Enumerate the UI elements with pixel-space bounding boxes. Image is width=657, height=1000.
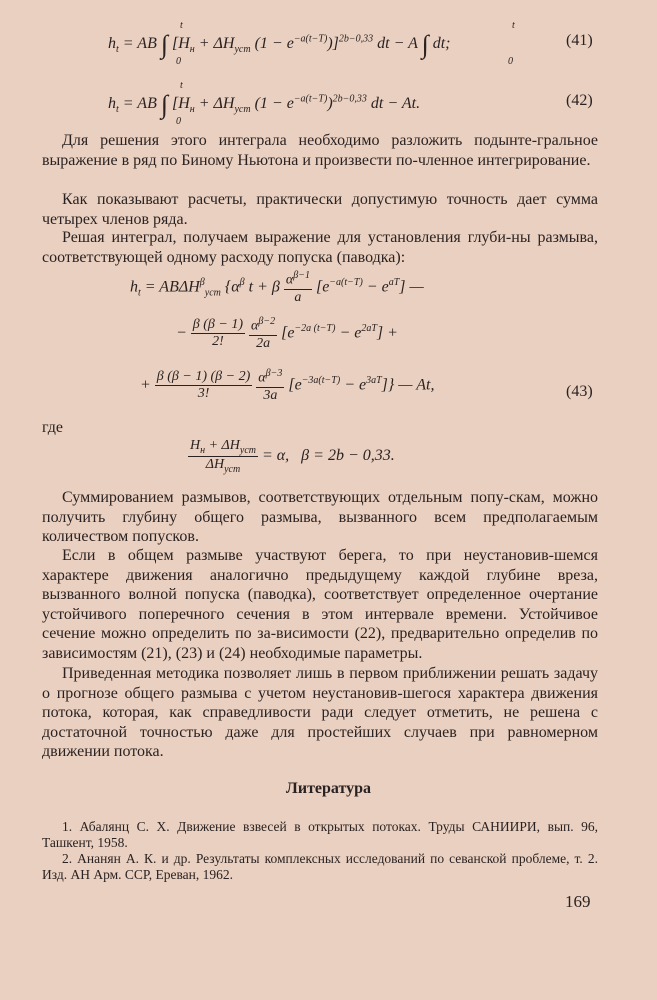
page-number: 169 xyxy=(565,892,591,911)
equation-41-number: (41) xyxy=(566,32,593,49)
alpha-definition: $\frac{H_н + \Delta H_{уст}}{\Delta H_{уст}}$ = α, β = 2b − 0,33. xyxy=(190,438,395,475)
book-page: $h_t$ = AB ∫ [$H_н + \Delta H_{уст}$ $(1 - e^{-a(t-T)})]^{2b-0,33}$ dt − A ∫ dt; t 0 t 0 (41) $h_t$ = AB ∫ [$H_н + \Delta H_{уст}$ $(1 - e^{-a(t-T)})^{2b-0,33}$ dt − At. t 0 (42) Для решения этого интеграла необходимо разложить подынте-гральное выражение в ряд по Биному Ньютона и произвести по-членное интегрирование. Как показывают расчеты, практически допустимую точность дает сумма четырех членов ряда. Решая интеграл, получаем выражение для установления глуби-ны размыва, соответствующей одному расходу попуска (паводка): $h_t = AB\Delta H^\beta_{уст}$ {$\alpha^\beta$ t + β $\frac{\alpha^{\beta-1}}{a}$ $[e^{-a(t-T)} - e^{aT}]$ — − $\frac{\beta (\beta - 1)}{2!}$ $\frac{\alpha^{\beta-2}}{2a}$ $[e^{-2a (t-T)} - e^{2aT}]$ + + $\frac{\beta (\beta - 1) (\beta - 2)}{3!}$ $\frac{\alpha^{\beta-3}}{3a}$ $[e^{-3a(t-T)} - e^{3aT}]$} — At, (43) где $\frac{H_н + \Delta H_{уст}}{\Delta H_{уст}}$ = α, β = 2b − 0,33. Суммированием размывов, соответствующих отдельным попу-скам, можно получить глубину общего размыва, вызванного всем предполагаемым количеством попусков. Если в общем размыве участвуют берега, то при неустановив-шемся характере движения аналогично предыдущему каждой глубине вреза, вызванного волной попуска (паводка), соответствует определенное очертание устойчивого поперечного сечения в этом интервале времени. Устойчивое сечение можно определить по за-висимости (22), предварительно определив по зависимостям (21), (23) и (24) необходимые параметры. Приведенная методика позволяет лишь в первом приближении решать задачу о прогнозе общего размыва с учетом неустановив-шегося характера движения потока, которая, как справедливости ради следует отметить, не решена с достаточной точностью даже для простейших случаев при равномерном движении потока. Литература 1. Абалянц С. Х. Движение взвесей в открытых потоках. Труды САНИИРИ, вып. 96, Ташкент, 1958. 2. Ананян А. К. и др. Результаты комплексных исследований по севанской проблеме, т. 2. Изд. АН Арм. ССР, Ереван, 1962. 169 xyxy=(0,0,657,1000)
paragraph-5: Если в общем размыве участвуют берега, то при неустановив-шемся характере движения аналогично предыдущему каждой глубине вреза, вызванного волной попуска (паводка), соответствует определенное очертание устойчивого поперечного сечения в этом интервале времени. Устойчивое сечение можно определить по за-висимости (22), предварительно определив по зависимостям (21), (23) и (24) необходимые параметры. xyxy=(42,547,598,662)
reference-item-2: 2. Ананян А. К. и др. Результаты комплексных исследований по севанской проблеме, т. 2. Изд. АН Арм. ССР, Ереван, 1962. xyxy=(42,851,598,882)
equation-43-number: (43) xyxy=(566,383,593,400)
reference-item-1: 1. Абалянц С. Х. Движение взвесей в открытых потоках. Труды САНИИРИ, вып. 96, Ташкент, 1958. xyxy=(42,819,598,850)
equation-42-number: (42) xyxy=(566,92,593,109)
equation-42: $h_t$ = AB ∫ [$H_н + \Delta H_{уст}$ $(1 - e^{-a(t-T)})^{2b-0,33}$ dt − At. xyxy=(108,90,421,119)
paragraph-1: Для решения этого интеграла необходимо разложить подынте-гральное выражение в ряд по Биному Ньютона и произвести по-членное интегрирование. xyxy=(42,132,598,169)
equation-43-line-3: + $\frac{\beta (\beta - 1) (\beta - 2)}{3!}$ $\frac{\alpha^{\beta-3}}{3a}$ $[e^{-3a(t-T)} - e^{3aT}]$} — At, xyxy=(140,368,435,403)
paragraph-3: Решая интеграл, получаем выражение для установления глуби-ны размыва, соответствующей одному расходу попуска (паводка): xyxy=(42,229,598,266)
where-label: где xyxy=(42,419,64,436)
paragraph-2: Как показывают расчеты, практически допустимую точность дает сумма четырех членов ряда. xyxy=(42,191,598,228)
equation-43-line-1: $h_t = AB\Delta H^\beta_{уст}$ {$\alpha^\beta$ t + β $\frac{\alpha^{\beta-1}}{a}$ $[e^{-a(t-T)} - e^{aT}]$ — xyxy=(130,270,424,305)
paragraph-4: Суммированием размывов, соответствующих отдельным попу-скам, можно получить глубину общего размыва, вызванного всем предполагаемым количеством попусков. xyxy=(42,489,598,545)
references-heading: Литература xyxy=(285,780,372,797)
equation-41: $h_t$ = AB ∫ [$H_н + \Delta H_{уст}$ $(1 - e^{-a(t-T)})]^{2b-0,33}$ dt − A ∫ dt; xyxy=(108,30,451,59)
equation-43-line-2: − $\frac{\beta (\beta - 1)}{2!}$ $\frac{\alpha^{\beta-2}}{2a}$ $[e^{-2a (t-T)} - e^{2aT}]$ + xyxy=(176,316,398,351)
paragraph-6: Приведенная методика позволяет лишь в первом приближении решать задачу о прогнозе общего размыва с учетом неустановив-шегося характера движения потока, которая, как справедливости ради следует отметить, не решена с достаточной точностью даже для простейших случаев при равномерном движении потока. xyxy=(42,665,598,760)
